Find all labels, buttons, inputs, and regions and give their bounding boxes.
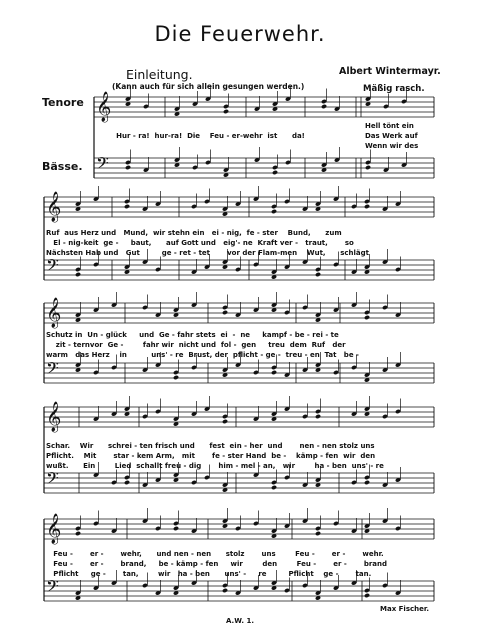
voice-label-tenor: Tenore bbox=[42, 96, 84, 109]
tempo-marking: Mäßig rasch. bbox=[363, 84, 425, 94]
note-head bbox=[124, 204, 130, 209]
lyric-line: Feu - er - wehr, und nen - nen stolz uns Feu - er - wehr. bbox=[46, 550, 384, 558]
lyric-line: Pflicht. Mit star - kem Arm, mit fe - ster Hand be - kämp - fen wir den bbox=[46, 452, 376, 460]
bass-clef: 𝄢 bbox=[46, 468, 59, 492]
note-head bbox=[271, 485, 277, 490]
section-heading: Einleitung. bbox=[126, 67, 193, 82]
lyric-line: El - nig-keit ge - baut, auf Gott und eig'- ne Kraft ver - traut, so bbox=[46, 239, 354, 247]
note-head bbox=[223, 109, 229, 114]
section-note: (Kann auch für sich allein gesungen werden.) bbox=[112, 82, 305, 91]
lyric-line: Hell tönt ein bbox=[365, 122, 414, 130]
treble-clef: 𝄞 bbox=[46, 402, 62, 432]
song-title: Die Feuerwehr. bbox=[154, 22, 326, 46]
treble-clef: 𝄞 bbox=[46, 514, 62, 544]
note-head bbox=[124, 480, 130, 485]
note-head bbox=[315, 272, 321, 277]
lyric-line: Schutz in Un - glück und Ge - fahr stets ei - ne kampf - be - rei - te bbox=[46, 331, 339, 339]
treble-clef: 𝄞 bbox=[46, 298, 62, 328]
note-head bbox=[321, 104, 327, 109]
bass-clef: 𝄢 bbox=[46, 358, 59, 382]
arranger-credit: Max Fischer. bbox=[380, 605, 429, 613]
lyric-line: Feu - er - brand, be - kämp - fen wir den Feu - er - brand bbox=[46, 560, 387, 568]
bass-clef: 𝄢 bbox=[96, 153, 109, 177]
note-head bbox=[315, 531, 321, 536]
composer-credit: Albert Wintermayr. bbox=[339, 66, 441, 77]
note-head bbox=[364, 593, 370, 598]
voice-label-bass: Bässe. bbox=[42, 160, 83, 173]
bass-clef: 𝄢 bbox=[46, 576, 59, 600]
lyric-line: Nächsten Hab und Gut ge - ret - tet vor der Flam-men Wut, schlägt bbox=[46, 249, 369, 257]
treble-clef: 𝄞 bbox=[46, 192, 62, 222]
lyric-line: warm das Herz in uns' - re Brust, der pflicht - ge - treu - en Tat be - bbox=[46, 351, 359, 359]
note-head bbox=[125, 165, 131, 170]
note-head bbox=[75, 272, 81, 277]
note-head bbox=[222, 588, 228, 593]
note-head bbox=[173, 526, 179, 531]
lyric-line: Das Werk auf bbox=[365, 132, 418, 140]
note-head bbox=[364, 315, 370, 320]
note-head bbox=[271, 370, 277, 375]
note-head bbox=[173, 375, 179, 380]
note-head bbox=[364, 204, 370, 209]
lyric-line: Schar. Wir schrei - ten frisch und fest ein - her und nen - nen stolz uns bbox=[46, 442, 375, 450]
lyric-line: Hur - ra! hur-ra! Die Feu - er-wehr ist da! bbox=[104, 132, 305, 140]
lyric-line: Wenn wir des bbox=[365, 142, 419, 150]
lyric-line: zit - ternvor Ge - fahr wir nicht und fol - gen treu dem Ruf der bbox=[46, 341, 346, 349]
note-head bbox=[315, 414, 321, 419]
catalog-number: A.W. 1. bbox=[226, 617, 254, 625]
note-head bbox=[272, 170, 278, 175]
lyric-line: Ruf aus Herz und Mund, wir stehn ein ei - nig, fe - ster Bund, zum bbox=[46, 229, 342, 237]
note-head bbox=[75, 531, 81, 536]
note-head bbox=[364, 480, 370, 485]
note-head bbox=[222, 310, 228, 315]
note-head bbox=[365, 165, 371, 170]
lyric-line: Pflicht ge - tan, wir ha - ben uns' - re Pflicht ge - tan. bbox=[46, 570, 372, 578]
bass-clef: 𝄢 bbox=[46, 255, 59, 279]
note-head bbox=[271, 209, 277, 214]
staff-lines bbox=[44, 91, 434, 601]
lyric-line: wußt. Ein Lied schallt freu - dig him - mel - an, wir ha - ben uns' - re bbox=[46, 462, 384, 470]
note-head bbox=[222, 419, 228, 424]
treble-clef: 𝄞 bbox=[96, 92, 112, 122]
